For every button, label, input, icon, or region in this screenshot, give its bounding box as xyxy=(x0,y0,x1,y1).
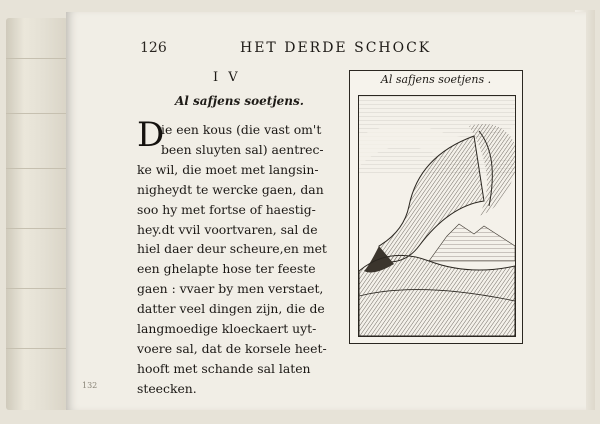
text-line: ie een kous (die vast om't xyxy=(161,122,322,137)
text-line: datter veel dingen zijn, die de xyxy=(137,301,325,317)
text-line: een ghelapte hose ter feeste xyxy=(137,261,316,277)
margin-note: 132 xyxy=(82,381,98,390)
running-head: HET DERDE SCHOCK xyxy=(240,40,432,56)
text-line: hooft met schande sal laten xyxy=(137,360,311,376)
text-line: steecken. xyxy=(137,380,197,396)
emblem-motto: Al safjens soetjens. xyxy=(175,94,304,108)
page-number: 126 xyxy=(140,40,167,56)
drop-cap: D xyxy=(137,115,165,155)
text-line: hey.dt vvil voortvaren, sal de xyxy=(137,221,318,237)
page-stack xyxy=(6,18,68,410)
text-line: langmoedige kloeckaert uyt- xyxy=(137,321,317,337)
text-line: ke wil, die moet met langsin- xyxy=(137,161,319,177)
stocking-engraving-icon xyxy=(359,96,515,336)
emblem-illustration-frame xyxy=(349,70,523,344)
text-line: been sluyten sal) aentrec- xyxy=(161,141,324,157)
emblem-text xyxy=(137,115,327,399)
text-line: gaen : vvaer by men verstaet, xyxy=(137,281,324,297)
text-line: soo hy met fortse of haestig- xyxy=(137,201,316,217)
text-line: hiel daer deur scheure,en met xyxy=(137,241,327,257)
page-header xyxy=(130,40,450,60)
text-line: voere sal, dat de korsele heet- xyxy=(137,340,327,356)
illustration-caption: Al safjens soetjens . xyxy=(380,73,492,86)
engraving xyxy=(358,95,516,337)
emblem-number: I V xyxy=(213,70,241,85)
text-line: nigheydt te wercke gaen, dan xyxy=(137,181,324,197)
